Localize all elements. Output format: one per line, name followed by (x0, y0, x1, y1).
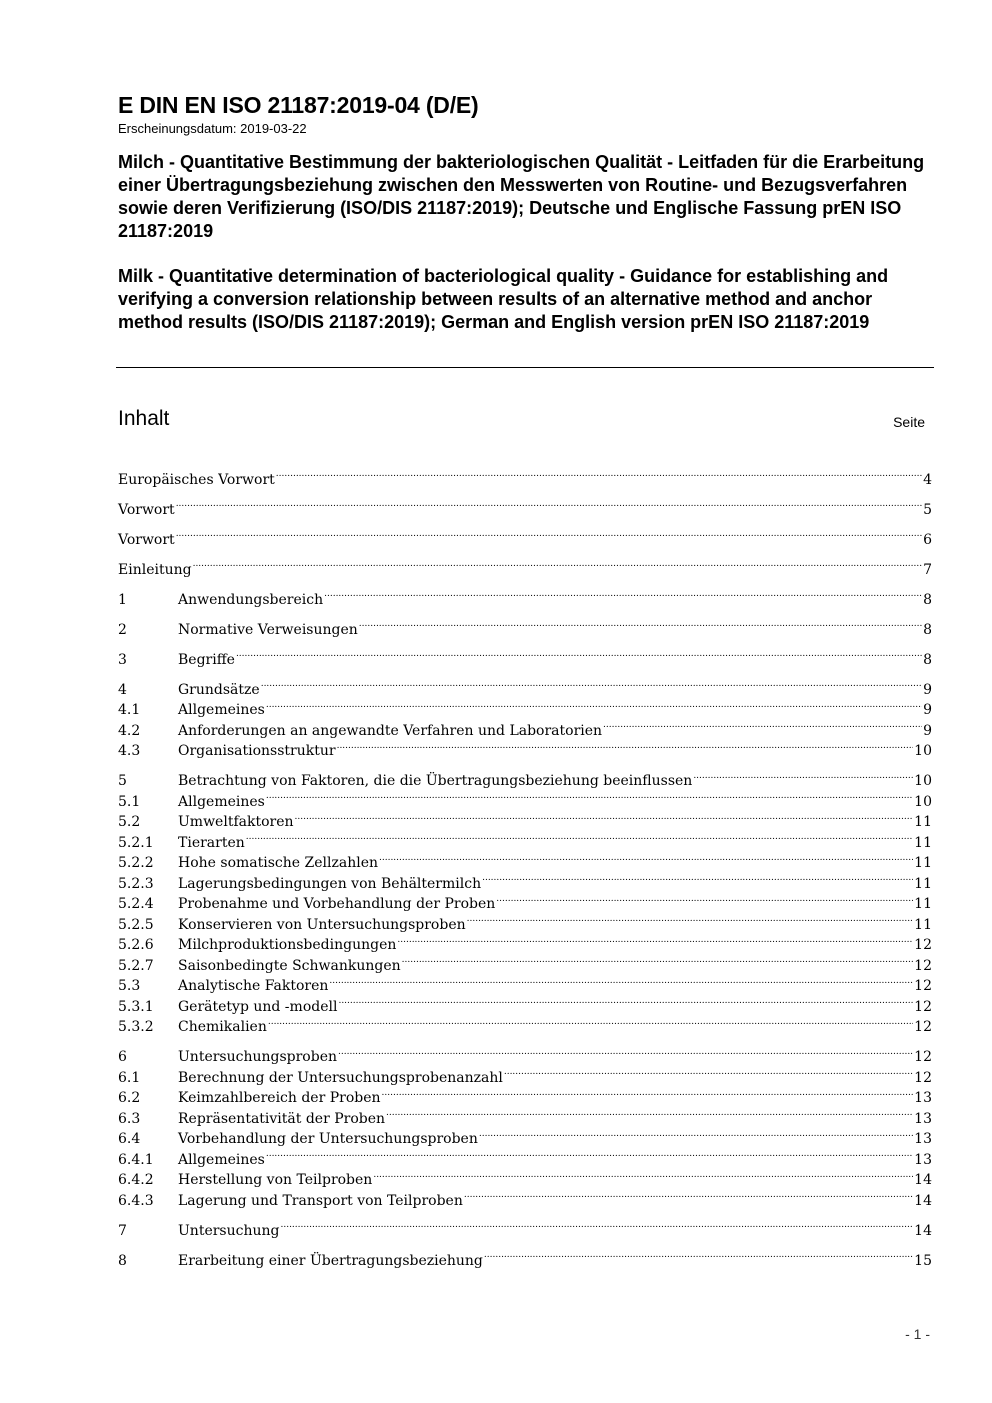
toc-dot-leader (402, 949, 914, 970)
toc-entry[interactable] (118, 613, 932, 638)
toc-entry-page: 12 (914, 1019, 932, 1035)
toc-entry-page: 10 (914, 793, 932, 810)
document-id: E DIN EN ISO 21187:2019-04 (D/E) (118, 92, 479, 118)
toc-entry-page: 7 (923, 561, 932, 578)
toc-dot-leader (261, 673, 922, 694)
toc-entry-title: Tierarten (178, 834, 245, 851)
toc-entry-title: Anwendungsbereich (178, 591, 324, 608)
toc-entry-number: 4.3 (118, 743, 141, 759)
toc-entry-number: 6.4.3 (118, 1192, 154, 1209)
toc-dot-leader (504, 1061, 913, 1082)
toc-dot-leader (236, 643, 922, 664)
toc-entry-number: 5.3.1 (118, 998, 154, 1015)
toc-dot-leader (246, 826, 913, 847)
title-english: Milk - Quantitative determination of bacteriological quality - Guidance for establishing and verifying a conversion relationship between results of an alternative method and anchor method results (ISO/DIS 21187:2019); German and English version prEN ISO 21187:2019 (118, 266, 889, 332)
issue-date: Erscheinungsdatum: 2019-03-22 (118, 121, 307, 136)
toc-dot-leader (266, 694, 922, 715)
toc-entry-title: Untersuchungsproben (178, 1049, 338, 1065)
toc-entry-number: 5.2.4 (118, 896, 154, 912)
toc-dot-leader (338, 990, 913, 1011)
toc-entry-title: Grundsätze (178, 681, 260, 698)
toc-entry-title: Begriffe (178, 651, 235, 668)
toc-entry-number: 4 (118, 681, 127, 698)
toc-entry-title: Chemikalien (178, 1019, 267, 1035)
toc-entry-number: 4.2 (118, 722, 141, 739)
toc-entry[interactable] (118, 553, 932, 578)
page-number: - 1 - (905, 1326, 930, 1342)
toc-entry-number: 5 (118, 773, 127, 789)
toc-entry-title: Lagerungsbedingungen von Behältermilch (178, 875, 482, 892)
toc-entry-title: Europäisches Vorwort (118, 471, 275, 488)
toc-dot-leader (193, 553, 923, 574)
toc-entry[interactable] (118, 463, 932, 488)
toc-entry-title: Berechnung der Untersuchungsprobenanzahl (178, 1069, 503, 1086)
toc-entry-title: Probenahme und Vorbehandlung der Proben (178, 896, 496, 912)
toc-entry-number: 6 (118, 1049, 127, 1065)
toc-entry-title: Organisationsstruktur (178, 743, 336, 759)
toc-entry-page: 9 (923, 702, 932, 718)
toc-entry-title: Vorwort (118, 501, 175, 518)
toc-entry-number: 5.2.6 (118, 937, 154, 953)
toc-entry-page: 12 (914, 1069, 932, 1086)
toc-dot-leader (338, 1041, 913, 1062)
toc-entry[interactable] (118, 1214, 932, 1239)
toc-dot-leader (337, 735, 914, 756)
toc-entry-title: Umweltfaktoren (178, 814, 294, 830)
toc-entry-title: Allgemeines (178, 702, 265, 718)
toc-entry-page: 8 (923, 651, 932, 668)
toc-entry[interactable] (118, 643, 932, 668)
toc-entry-number: 8 (118, 1252, 127, 1269)
document-header (118, 91, 934, 334)
toc-dot-leader (379, 847, 913, 868)
toc-entry-number: 5.2.7 (118, 957, 154, 974)
toc-entry-page: 10 (914, 743, 932, 759)
toc-entry-page: 13 (914, 1151, 932, 1168)
table-of-contents (118, 463, 932, 1269)
toc-dot-leader (276, 463, 922, 484)
toc-entry-title: Konservieren von Untersuchungsproben (178, 916, 466, 933)
toc-entry-number: 6.3 (118, 1110, 141, 1127)
toc-entry-page: 14 (914, 1222, 932, 1239)
toc-entry-title: Lagerung und Transport von Teilproben (178, 1192, 463, 1209)
toc-entry-title: Saisonbedingte Schwankungen (178, 957, 401, 974)
toc-dot-leader (386, 1102, 913, 1123)
toc-dot-leader (176, 523, 922, 544)
toc-entry-title: Vorwort (118, 531, 175, 548)
toc-entry-title: Hohe somatische Zellzahlen (178, 855, 378, 871)
toc-dot-leader (482, 867, 913, 888)
toc-dot-leader (266, 785, 913, 806)
toc-entry-number: 5.3.2 (118, 1019, 154, 1035)
toc-entry-number: 7 (118, 1222, 127, 1239)
toc-entry-page: 13 (914, 1090, 932, 1106)
toc-dot-leader (479, 1123, 913, 1144)
toc-dot-leader (484, 1244, 913, 1265)
toc-dot-leader (324, 583, 922, 604)
toc-entry-number: 5.2.5 (118, 916, 154, 933)
toc-entry-page: 5 (923, 501, 932, 518)
toc-entry-title: Erarbeitung einer Übertragungsbeziehung (178, 1252, 483, 1269)
toc-entry-title: Gerätetyp und -modell (178, 998, 338, 1015)
toc-entry-number: 6.4.1 (118, 1151, 154, 1168)
toc-entry-number: 5.3 (118, 978, 141, 994)
toc-entry-number: 6.2 (118, 1090, 141, 1106)
toc-entry-number: 1 (118, 591, 127, 608)
toc-entry-number: 5.2.2 (118, 855, 154, 871)
toc-heading: Inhalt (118, 407, 170, 430)
toc-entry-title: Milchproduktionsbedingungen (178, 937, 397, 953)
toc-entry-number: 6.4.2 (118, 1172, 154, 1188)
toc-entry-page: 9 (923, 722, 932, 739)
toc-dot-leader (268, 1011, 913, 1032)
toc-entry-title: Allgemeines (178, 1151, 265, 1168)
toc-entry-title: Untersuchung (178, 1222, 280, 1239)
toc-dot-leader (603, 714, 922, 735)
toc-page-column-heading: Seite (893, 414, 925, 430)
toc-entry-page: 11 (914, 916, 932, 933)
toc-entry-page: 8 (923, 591, 932, 608)
toc-dot-leader (382, 1082, 914, 1103)
toc-entry[interactable] (118, 523, 932, 548)
toc-dot-leader (693, 765, 913, 786)
toc-entry-title: Allgemeines (178, 793, 265, 810)
toc-entry[interactable] (118, 673, 932, 698)
toc-entry-title: Anforderungen an angewandte Verfahren und Laboratorien (178, 722, 603, 739)
toc-entry-page: 12 (914, 1049, 932, 1065)
toc-entry-title: Vorbehandlung der Untersuchungsproben (178, 1131, 478, 1147)
toc-entry-page: 9 (923, 681, 932, 698)
toc-entry-page: 12 (914, 978, 932, 994)
toc-entry-page: 14 (914, 1192, 932, 1209)
toc-dot-leader (280, 1214, 913, 1235)
toc-entry-number: 5.1 (118, 793, 141, 810)
toc-entry-page: 12 (914, 998, 932, 1015)
toc-entry-page: 11 (914, 875, 932, 892)
toc-entry-number: 2 (118, 621, 127, 638)
toc-entry[interactable] (118, 765, 932, 789)
header-divider (116, 367, 934, 368)
toc-entry[interactable] (118, 493, 932, 518)
toc-entry-page: 8 (923, 621, 932, 638)
toc-dot-leader (295, 806, 914, 827)
toc-dot-leader (266, 1143, 913, 1164)
toc-entry-page: 6 (923, 531, 932, 548)
toc-entry-number: 5.2.3 (118, 875, 154, 892)
toc-entry[interactable] (118, 1041, 932, 1065)
toc-entry-page: 11 (914, 814, 932, 830)
toc-dot-leader (359, 613, 922, 634)
toc-entry-page: 13 (914, 1110, 932, 1127)
toc-entry-page: 4 (923, 471, 932, 488)
toc-entry-title: Keimzahlbereich der Proben (178, 1090, 381, 1106)
toc-entry[interactable] (118, 583, 932, 608)
toc-dot-leader (373, 1164, 913, 1185)
title-german: Milch - Quantitative Bestimmung der bakteriologischen Qualität - Leitfaden für die Erarbeitung einer Übertragungsbeziehung zwischen den Messwerten von Routine- und Bezugsverfahren sowie deren Verifizierung (ISO/DIS 21187:2019); Deutsche und Englische Fassung prEN ISO 21187:2019 (118, 152, 925, 241)
toc-entry-page: 11 (914, 855, 932, 871)
toc-entry-page: 10 (914, 773, 932, 789)
toc-dot-leader (176, 493, 922, 514)
toc-entry-title: Einleitung (118, 561, 192, 578)
toc-entry-title: Repräsentativität der Proben (178, 1110, 386, 1127)
toc-entry-page: 11 (914, 896, 932, 912)
toc-dot-leader (329, 970, 913, 991)
toc-entry-page: 12 (914, 957, 932, 974)
toc-entry-title: Analytische Faktoren (178, 978, 329, 994)
toc-entry-title: Betrachtung von Faktoren, die die Übertragungsbeziehung beeinflussen (178, 773, 693, 789)
toc-entry-number: 5.2.1 (118, 834, 154, 851)
toc-entry-number: 6.1 (118, 1069, 141, 1086)
toc-entry-page: 11 (914, 834, 932, 851)
toc-entry-number: 5.2 (118, 814, 141, 830)
toc-dot-leader (397, 929, 913, 950)
toc-entry-number: 6.4 (118, 1131, 141, 1147)
toc-dot-leader (496, 888, 913, 909)
toc-dot-leader (464, 1184, 913, 1205)
toc-entry-page: 15 (914, 1252, 932, 1269)
toc-entry-page: 13 (914, 1131, 932, 1147)
toc-dot-leader (467, 908, 914, 929)
toc-entry-number: 4.1 (118, 702, 141, 718)
toc-entry-page: 14 (914, 1172, 932, 1188)
toc-entry-page: 12 (914, 937, 932, 953)
toc-entry-number: 3 (118, 651, 127, 668)
toc-entry[interactable] (118, 1244, 932, 1269)
toc-entry-title: Normative Verweisungen (178, 621, 358, 638)
toc-entry-title: Herstellung von Teilproben (178, 1172, 373, 1188)
